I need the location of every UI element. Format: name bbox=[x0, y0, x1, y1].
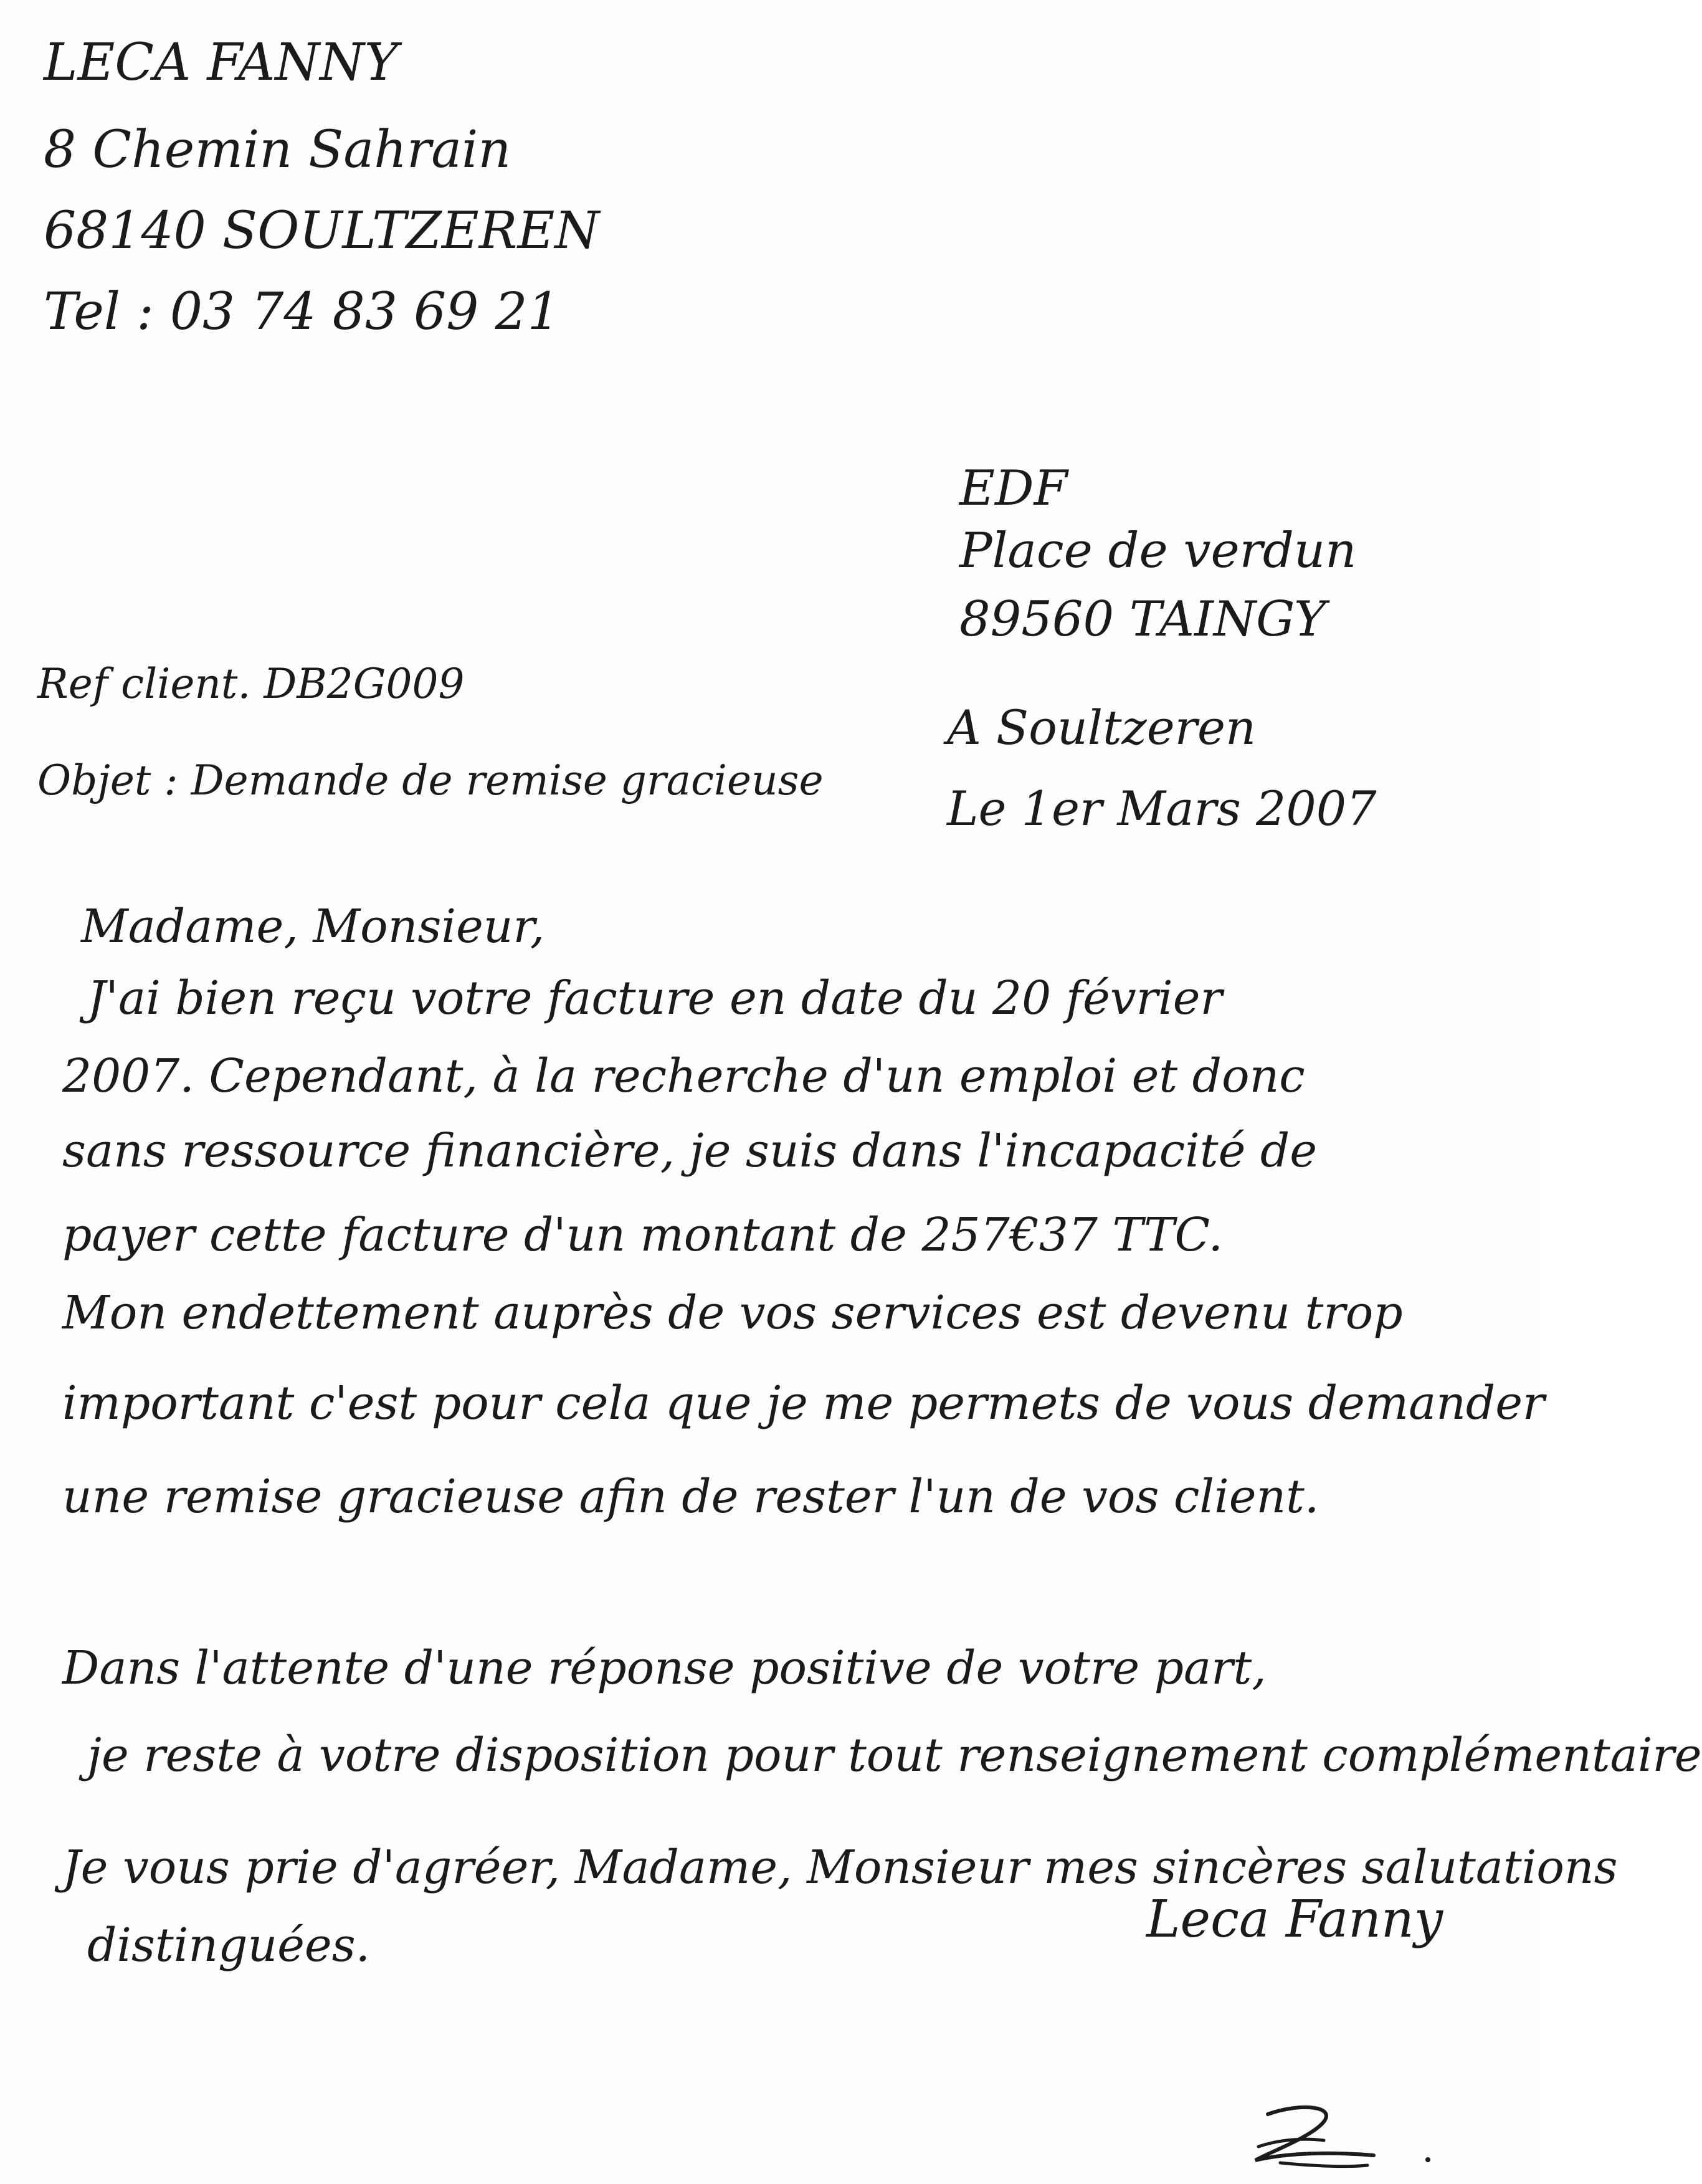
paragraph-line: distinguées. bbox=[87, 1919, 371, 1972]
paragraph-line: Mon endettement auprès de vos services est devenu trop bbox=[62, 1286, 1403, 1340]
paragraph-line: sans ressource financière, je suis dans l'incapacité de bbox=[62, 1124, 1318, 1178]
recipient-street: Place de verdun bbox=[959, 523, 1357, 579]
sender-name: LECA FANNY bbox=[44, 33, 398, 92]
paragraph-line: je reste à votre disposition pour tout renseignement complémentaire bbox=[87, 1729, 1702, 1782]
paragraph-line: important c'est pour cela que je me permets de vous demander bbox=[62, 1376, 1545, 1430]
handwritten-signature-icon bbox=[1243, 2103, 1386, 2172]
sender-city: 68140 SOULTZEREN bbox=[44, 201, 600, 260]
signature-name: Leca Fanny bbox=[1146, 1890, 1443, 1949]
recipient-city: 89560 TAINGY bbox=[959, 591, 1326, 647]
paragraph-line: 2007. Cependant, à la recherche d'un emploi et donc bbox=[62, 1049, 1305, 1103]
paragraph-line: Dans l'attente d'une réponse positive de votre part, bbox=[62, 1641, 1267, 1695]
letter-subject: Objet : Demande de remise gracieuse bbox=[37, 756, 824, 804]
letter-date: Le 1er Mars 2007 bbox=[947, 781, 1377, 836]
client-reference: Ref client. DB2G009 bbox=[37, 660, 465, 708]
sender-street: 8 Chemin Sahrain bbox=[44, 120, 511, 179]
recipient-name: EDF bbox=[959, 460, 1068, 517]
ink-dot bbox=[1425, 2157, 1430, 2162]
paragraph-line: J'ai bien reçu votre facture en date du 20 février bbox=[87, 971, 1222, 1025]
paragraph-line: payer cette facture d'un montant de 257€37 TTC. bbox=[62, 1208, 1224, 1262]
salutation: Madame, Monsieur, bbox=[81, 900, 545, 953]
paragraph-line: Je vous prie d'agréer, Madame, Monsieur mes sincères salutations bbox=[62, 1841, 1618, 1894]
paragraph-line: une remise gracieuse afin de rester l'un de vos client. bbox=[62, 1470, 1319, 1524]
sender-phone: Tel : 03 74 83 69 21 bbox=[44, 282, 560, 341]
letter-place: A Soultzeren bbox=[947, 700, 1256, 755]
